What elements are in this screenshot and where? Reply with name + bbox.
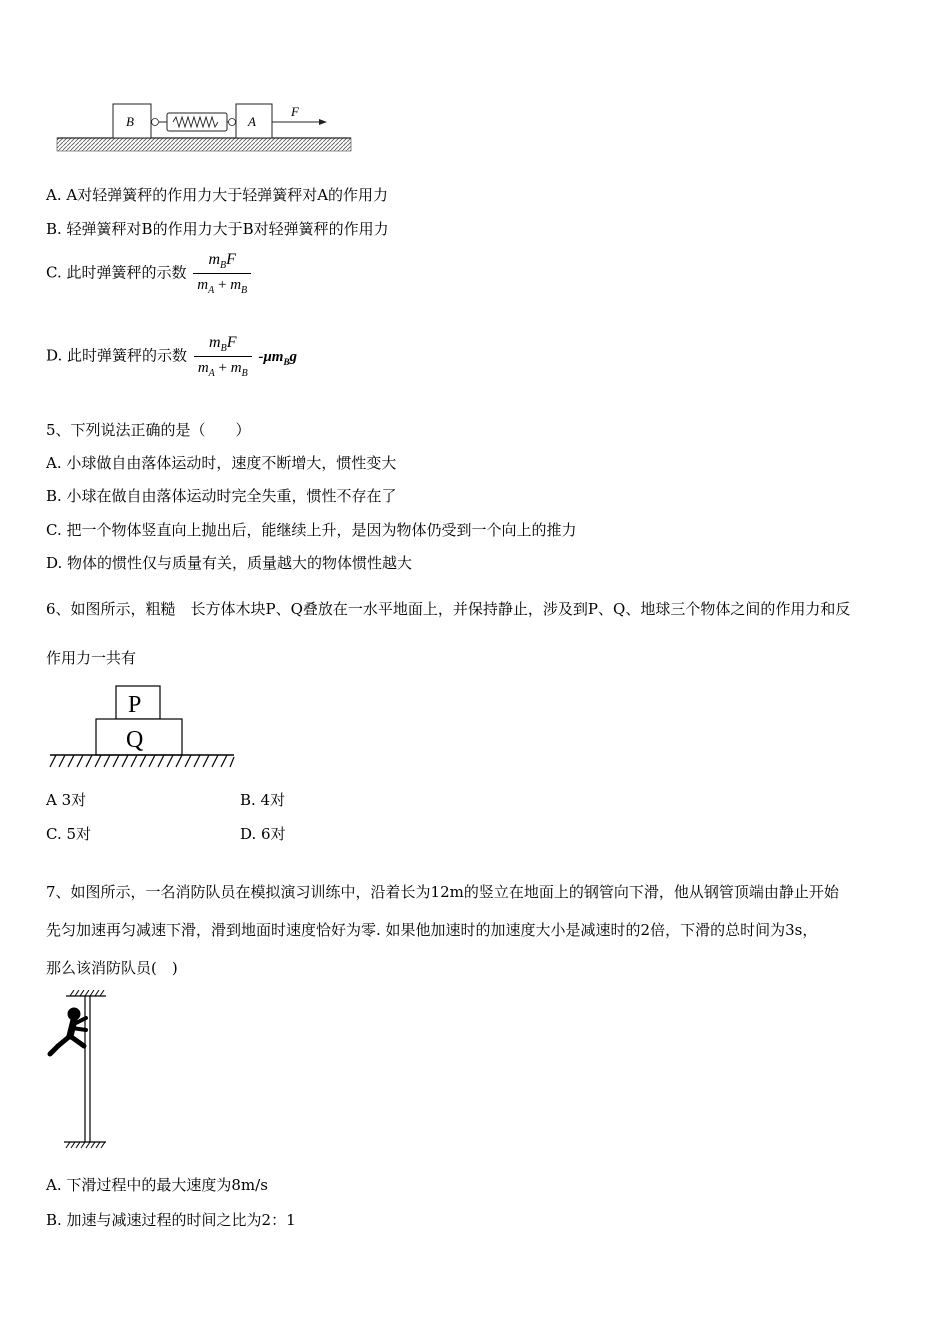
- q5-option-a: A. 小球做自由落体运动时，速度不断增大，惯性变大: [46, 454, 397, 472]
- q4-option-d: [46, 334, 297, 379]
- q7-stem-line2: 先匀加速再匀减速下滑，滑到地面时速度恰好为零. 如果他加速时的加速度大小是减速时的2倍，下滑的总时间为3s，: [46, 921, 818, 939]
- firefighter-icon: [50, 1008, 86, 1054]
- friction-term: $-\mu m_Bg$: [258, 348, 297, 367]
- q5-option-d: D. 物体的惯性仅与质量有关，质量越大的物体惯性越大: [46, 554, 413, 572]
- block-q-label: Q: [126, 727, 144, 753]
- block-p-label: P: [128, 692, 142, 718]
- fraction-d: $\frac{m_BF}{m_A + m_B}$: [194, 334, 252, 379]
- stacked-blocks-figure: [46, 683, 238, 775]
- q4-option-b: B. 轻弹簧秤对B的作用力大于B对轻弹簧秤的作用力: [46, 220, 389, 238]
- force-label: F: [291, 104, 299, 119]
- block-a-label: A: [248, 114, 256, 129]
- q6-option-a: A 3对: [46, 791, 87, 809]
- q7-stem-line1: 7、如图所示，一名消防队员在模拟演习训练中，沿着长为12m的竖立在地面上的钢管向下滑，他从钢管顶端由静止开始: [46, 883, 839, 901]
- q6-option-b: B. 4对: [240, 791, 286, 809]
- firefighter-pole-figure: [44, 990, 116, 1152]
- q7-stem-line3: 那么该消防队员( ): [46, 959, 178, 977]
- q4-option-c: [46, 251, 253, 296]
- fraction-c: $\frac{m_BF}{m_A + m_B}$: [193, 251, 251, 296]
- q4-option-d-text: D. 此时弹簧秤的示数: [46, 346, 188, 365]
- q5-option-c: C. 把一个物体竖直向上抛出后，能继续上升，是因为物体仍受到一个向上的推力: [46, 521, 577, 539]
- q6-stem-line2: 作用力一共有: [46, 649, 137, 667]
- q6-option-c: C. 5对: [46, 825, 92, 843]
- q6-stem-line1: 6、如图所示，粗糙 长方体木块P、Q叠放在一水平地面上，并保持静止，涉及到P、Q、地球三个物体之间的作用力和反: [46, 600, 851, 618]
- q4-option-a: A. A对轻弹簧秤的作用力大于轻弹簧秤对A的作用力: [46, 186, 389, 204]
- block-b-label: B: [126, 114, 134, 129]
- q7-option-b: B. 加速与减速过程的时间之比为2：1: [46, 1211, 296, 1229]
- ground-hatch: [57, 138, 351, 151]
- q5-option-b: B. 小球在做自由落体运动时完全失重，惯性不存在了: [46, 487, 397, 505]
- spring-blocks-figure: [55, 98, 355, 156]
- q5-stem: 5、下列说法正确的是（ ）: [46, 421, 251, 439]
- q4-option-c-text: C. 此时弹簧秤的示数: [46, 263, 187, 282]
- q6-option-d: D. 6对: [240, 825, 286, 843]
- q7-option-a: A. 下滑过程中的最大速度为8m/s: [46, 1176, 268, 1194]
